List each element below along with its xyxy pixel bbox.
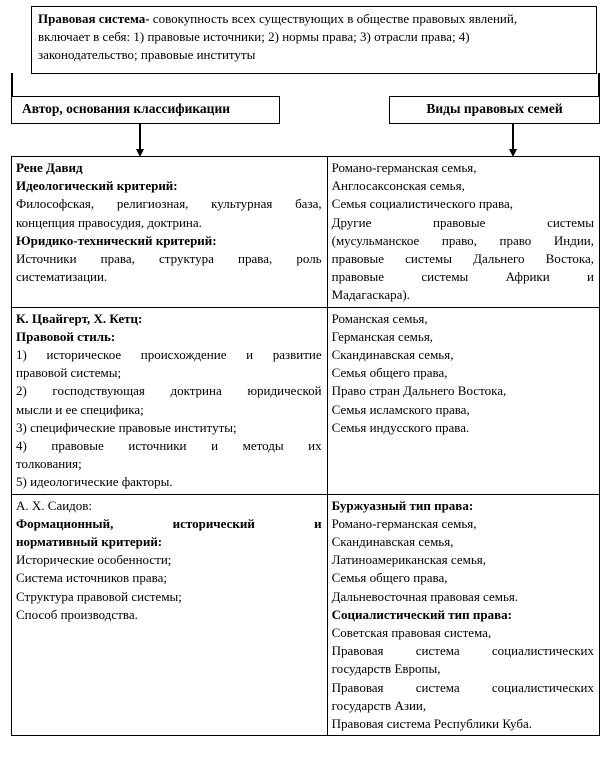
cell-line: правовой системы;: [16, 365, 122, 381]
definition-box: [31, 6, 597, 74]
cell-line: Латиноамериканская семья,: [331, 552, 486, 568]
cell-line: правовые системы Дальнего Востока,: [331, 251, 594, 267]
arrow-right-shaft: [512, 124, 514, 150]
arrow-left-shaft: [139, 124, 141, 150]
cell-line: А. Х. Саидов:: [16, 497, 93, 513]
cell-line: мысли и ее специфика;: [16, 401, 144, 417]
cell-line: Правовая система социалистических: [331, 643, 594, 659]
cell-line: Буржуазный тип права:: [331, 497, 474, 513]
definition-line-1: совокупность всех существующих в обществе правовых явлений,: [149, 11, 518, 26]
cell-line: Право стран Дальнего Востока,: [331, 383, 507, 399]
cell-line: Исторические особенности;: [16, 552, 172, 568]
header-author-criteria: Автор, основания классификации: [11, 96, 280, 124]
cell-line: Идеологический критерий:: [16, 178, 178, 194]
table-row: [12, 157, 600, 308]
classification-table: [11, 156, 600, 736]
cell-line: Романо-германская семья,: [331, 515, 477, 531]
cell-line: Романская семья,: [331, 310, 428, 326]
cell-line: Источники права, структура права, роль: [16, 251, 322, 267]
table-row: [12, 494, 600, 736]
cell-line: Дальневосточная правовая семья.: [331, 588, 519, 604]
table-row: [12, 307, 600, 494]
cell-line: (мусульманское право, право Индии,: [331, 232, 594, 248]
cell-line: 5) идеологические факторы.: [16, 474, 173, 490]
cell-line: Правовой стиль:: [16, 328, 116, 344]
cell-line: Англосаксонская семья,: [331, 178, 465, 194]
definition-line-2: включает в себя: 1) правовые источники; 2) нормы права; 3) отрасли права; 4): [38, 29, 470, 44]
cell-line: 1) историческое происхождение и развитие: [16, 347, 322, 363]
connector-top-right-vertical: [598, 73, 600, 96]
cell-line: Система источников права;: [16, 570, 167, 586]
cell-line: Философская, религиозная, культурная база,: [16, 196, 322, 212]
legal-families-cell: [327, 307, 599, 494]
definition-line-3: законодательство; правовые институты: [38, 47, 256, 62]
cell-line: 3) специфические правовые институты;: [16, 419, 237, 435]
cell-line: 2) господствующая доктрина юридической: [16, 383, 322, 399]
cell-line: Мадагаскара).: [331, 287, 410, 303]
cell-line: Социалистический тип права:: [331, 606, 512, 622]
cell-line: концепция правосудия, доктрина.: [16, 214, 202, 230]
cell-line: государств Азии,: [331, 697, 427, 713]
cell-line: Семья общего права,: [331, 365, 448, 381]
author-criteria-cell: [12, 307, 328, 494]
cell-line: Скандинавская семья,: [331, 347, 454, 363]
cell-line: Способ производства.: [16, 606, 138, 622]
legal-families-cell: [327, 157, 599, 308]
cell-line: Семья общего права,: [331, 570, 448, 586]
cell-line: Германская семья,: [331, 328, 434, 344]
cell-line: Скандинавская семья,: [331, 534, 454, 550]
cell-line: Правовая система Республики Куба.: [331, 716, 533, 732]
cell-line: Семья индусского права.: [331, 419, 470, 435]
cell-line: государств Европы,: [331, 661, 441, 677]
definition-term: Правовая система-: [38, 11, 150, 26]
author-criteria-cell: [12, 494, 328, 736]
cell-line: Юридико-технический критерий:: [16, 232, 217, 248]
cell-line: Семья социалистического права,: [331, 196, 514, 212]
legal-families-cell: [327, 494, 599, 736]
cell-line: Семья исламского права,: [331, 401, 470, 417]
cell-line: Романо-германская семья,: [331, 160, 477, 175]
author-criteria-cell: [12, 157, 328, 308]
cell-line: 4) правовые источники и методы их: [16, 438, 322, 454]
cell-line: правовые системы Африки и: [331, 269, 594, 285]
connector-top-left-vertical: [11, 73, 13, 96]
cell-line: Другие правовые системы: [331, 214, 594, 230]
cell-line: Структура правовой системы;: [16, 588, 182, 604]
cell-line: систематизации.: [16, 269, 108, 285]
cell-line: Правовая система социалистических: [331, 679, 594, 695]
cell-line: Формационный, исторический и: [16, 515, 322, 531]
cell-line: Рене Давид: [16, 160, 83, 175]
cell-line: нормативный критерий:: [16, 534, 163, 550]
cell-line: толкования;: [16, 456, 82, 472]
cell-line: К. Цвайгерт, Х. Кетц:: [16, 310, 143, 326]
header-legal-families: Виды правовых семей: [389, 96, 600, 124]
cell-line: Советская правовая система,: [331, 625, 492, 641]
